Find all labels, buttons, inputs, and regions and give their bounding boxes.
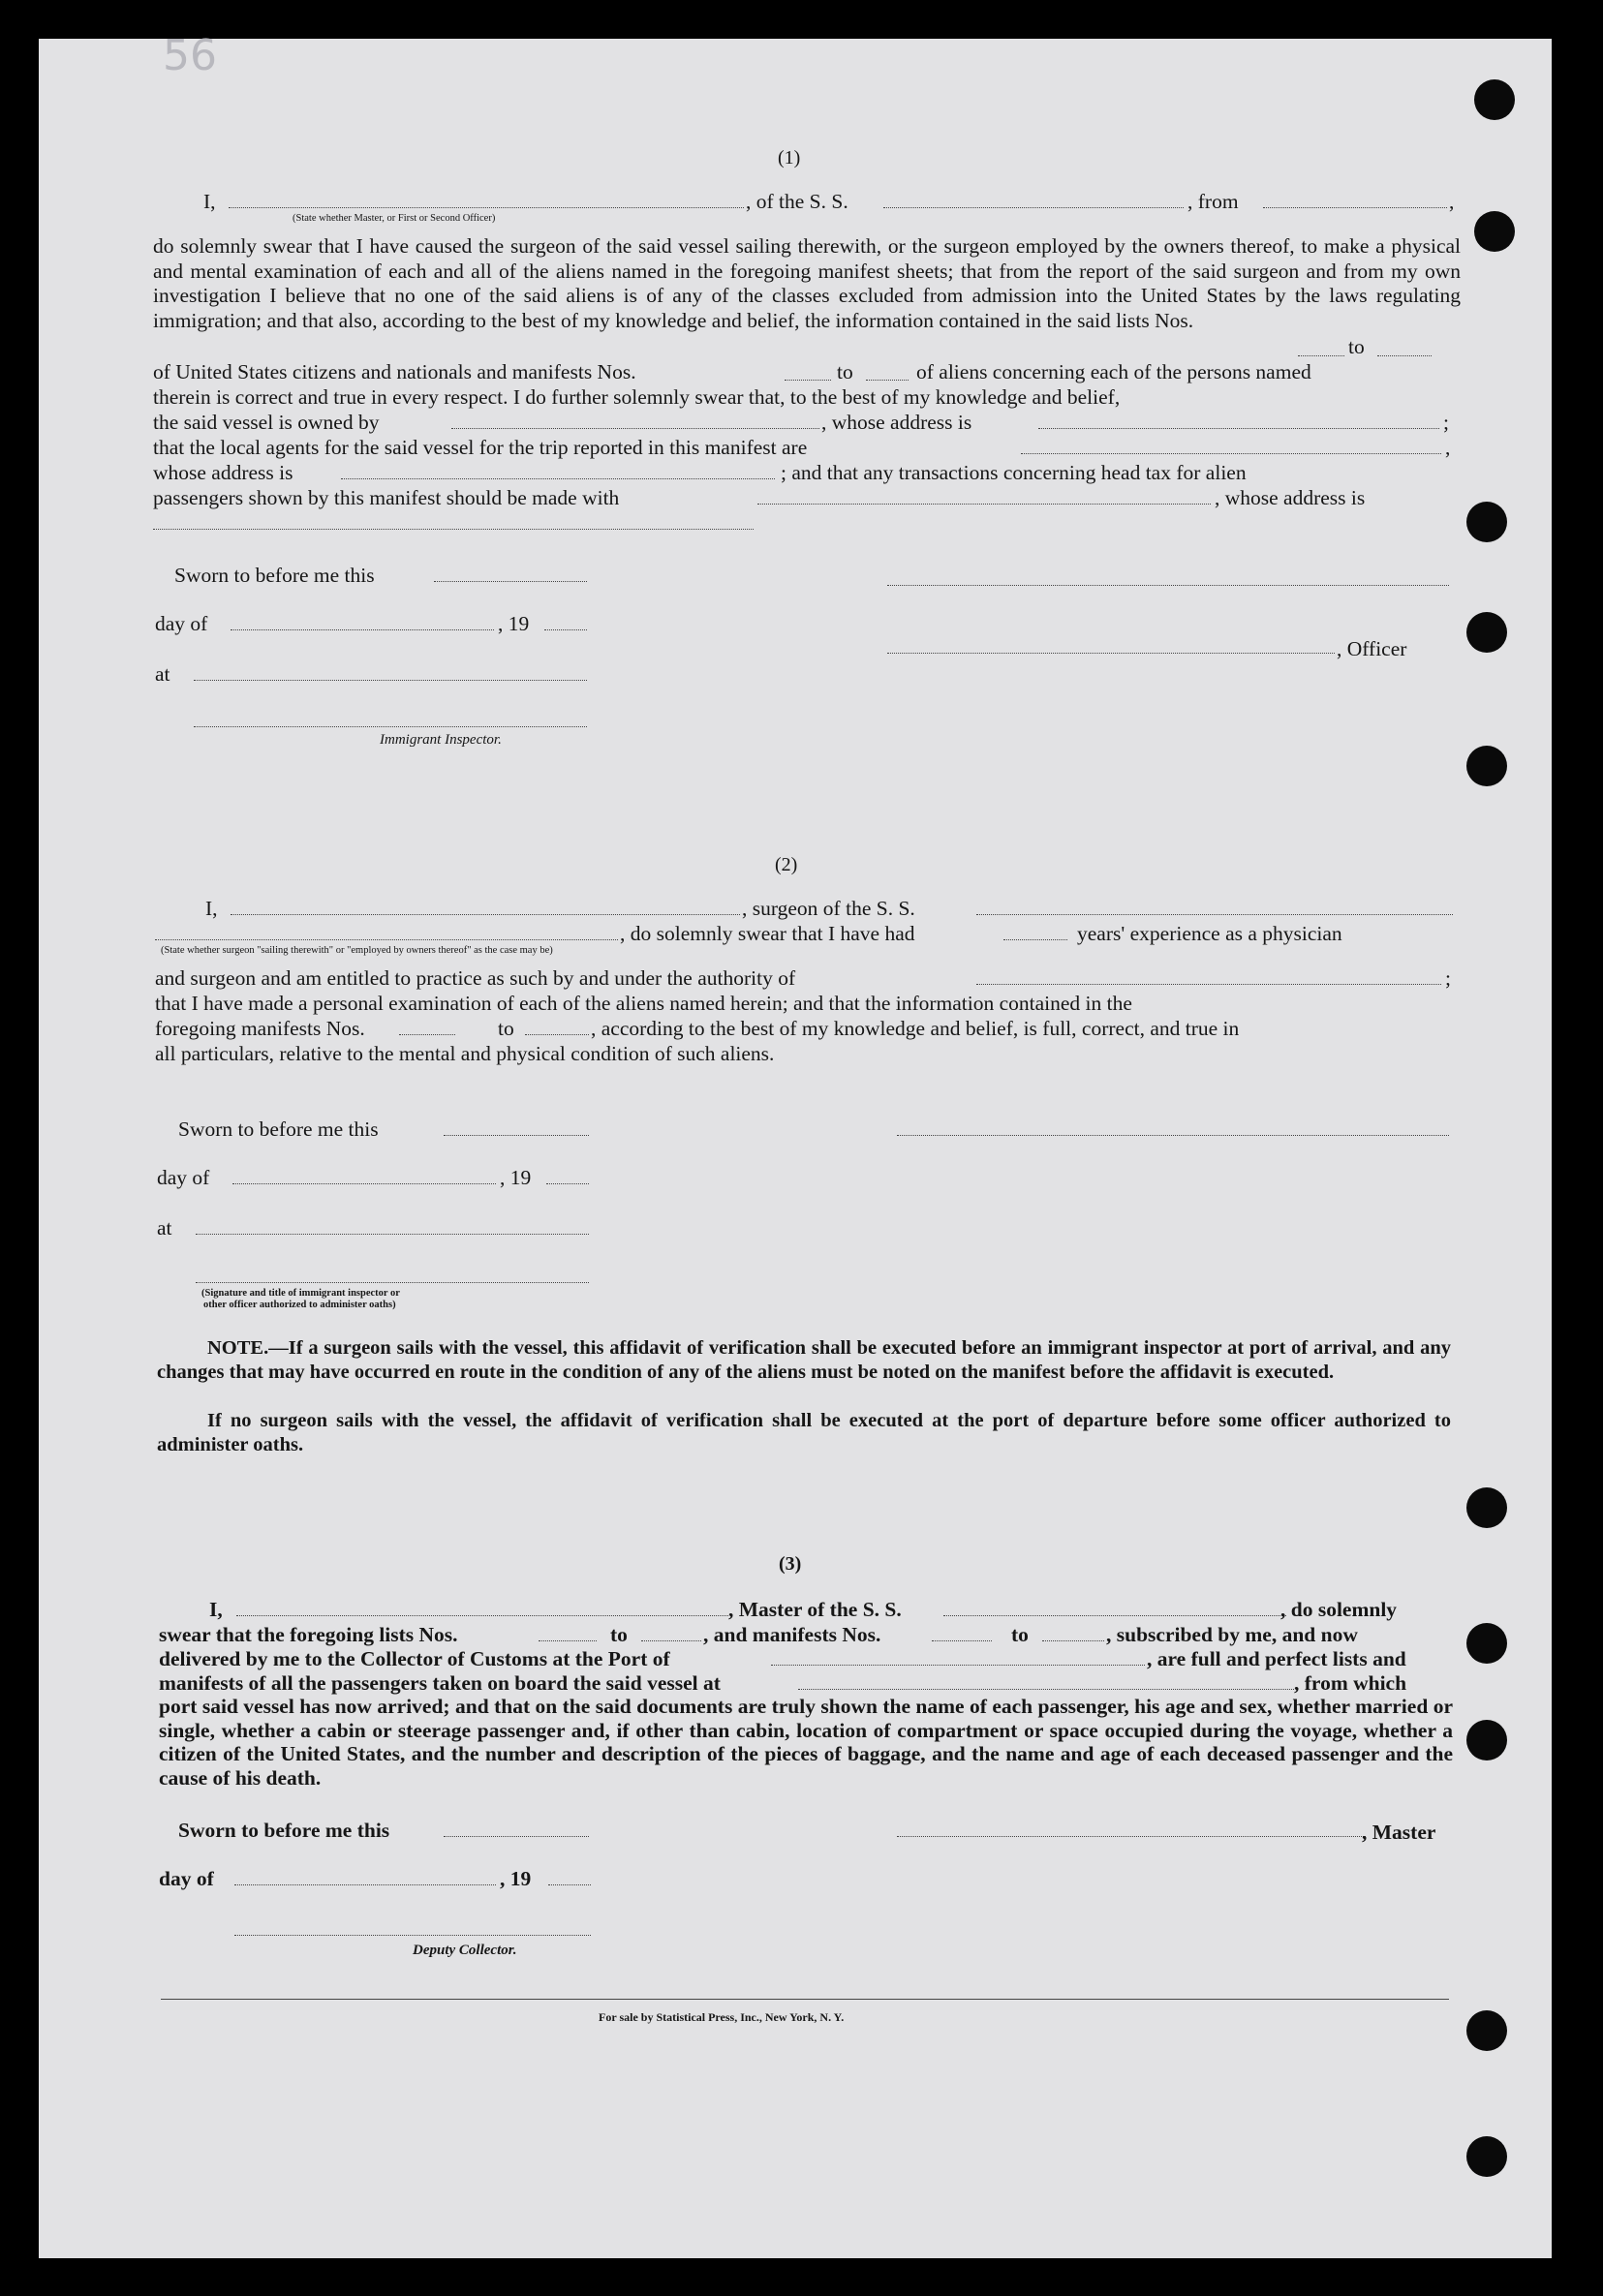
- s3-body: port said vessel has now arrived; and that on the said documents are truly shown the name of each passenger, his age and sex, whether married or single, whether a cabin or steerage passenger and, if other than cabin, location of compartment or space occupied during the voyage, whether a citizen of the United States, and the number and description of the pieces of baggage, and the name and age of each deceased passenger and the cause of his death.: [159, 1695, 1453, 1790]
- s2-officer-caption-1: (Signature and title of immigrant inspector or: [201, 1288, 400, 1299]
- s1-passengers: passengers shown by this manifest should be made with: [153, 486, 620, 509]
- s1-day-of: day of: [155, 612, 208, 635]
- s1-of-ss: , of the S. S.: [746, 190, 848, 213]
- punch-hole: [1466, 746, 1507, 786]
- s3-manifests: , and manifests Nos.: [703, 1623, 881, 1646]
- s3-master: , Master: [1362, 1821, 1436, 1844]
- s1-inspector-caption: Immigrant Inspector.: [380, 732, 502, 748]
- form-page: [39, 31, 1552, 2258]
- s2-particulars: all particulars, relative to the mental and physical condition of such aliens.: [155, 1042, 775, 1065]
- s2-note-1: [157, 1336, 1451, 1385]
- s3-day-of: day of: [159, 1867, 214, 1890]
- s1-body: do solemnly swear that I have caused the surgeon of the said vessel sailing therewith, or the surgeon employed by the owners thereof, to make a physical and mental examination of each and all of the aliens named in the foregoing manifest sheets; that from the report of the said surgeon and from my own investigation I believe that no one of the said aliens is of any of the classes excluded from admission into the United States by the laws regulating immigration; and that also, according to the best of my knowledge and belief, the information contained in the said lists Nos.: [153, 234, 1461, 333]
- punch-hole: [1466, 2136, 1507, 2177]
- s1-owned-by: the said vessel is owned by: [153, 411, 380, 434]
- footer-text: For sale by Statistical Press, Inc., New York, N. Y.: [599, 2010, 845, 2024]
- s2-officer-sig-field[interactable]: [196, 1282, 589, 1283]
- s1-signature-line[interactable]: [887, 585, 1449, 586]
- punch-hole: [1474, 79, 1515, 120]
- s1-end: ,: [1449, 190, 1455, 213]
- s1-of-us: of United States citizens and nationals and manifests Nos.: [153, 360, 636, 383]
- s3-from-which: , from which: [1294, 1671, 1407, 1695]
- s3-do-solemnly: , do solemnly: [1280, 1598, 1398, 1621]
- s3-master-name-field[interactable]: [236, 1615, 728, 1616]
- s2-i: I,: [205, 897, 218, 920]
- punch-hole: [1466, 1487, 1507, 1528]
- s2-year-field[interactable]: [546, 1183, 589, 1184]
- s2-according: , according to the best of my knowledge and belief, is full, correct, and true in: [591, 1017, 1240, 1040]
- punch-hole: [1466, 1720, 1507, 1760]
- s2-sworn-field[interactable]: [444, 1135, 589, 1136]
- s2-authority: and surgeon and am entitled to practice as such by and under the authority of: [155, 966, 796, 990]
- s2-at-field[interactable]: [196, 1234, 589, 1235]
- s2-years-field[interactable]: [1003, 939, 1067, 940]
- s1-owner-field[interactable]: [451, 428, 819, 429]
- punch-hole: [1466, 612, 1507, 653]
- s2-surgeon-name-field[interactable]: [231, 914, 740, 915]
- s1-of-aliens: of aliens concerning each of the persons named: [916, 360, 1311, 383]
- section-2-number: (2): [775, 854, 798, 875]
- punch-hole: [1466, 2010, 1507, 2051]
- s2-body: that I have made a personal examination of each of the aliens named herein; and that the information contained in the: [155, 992, 1132, 1015]
- punch-hole: [1474, 211, 1515, 252]
- section-1-number: (1): [778, 147, 801, 168]
- s3-port-field[interactable]: [771, 1665, 1145, 1666]
- s1-agents: that the local agents for the said vessel for the trip reported in this manifest are: [153, 436, 808, 459]
- s3-lists-to-field[interactable]: [641, 1640, 701, 1641]
- s3-sworn-field[interactable]: [444, 1836, 589, 1837]
- punch-hole: [1466, 1623, 1507, 1664]
- s1-comma: ,: [1445, 436, 1451, 459]
- s2-note-label: NOTE.: [207, 1337, 269, 1359]
- s2-at: at: [157, 1216, 172, 1240]
- s1-year-field[interactable]: [544, 629, 587, 630]
- s3-lists-from-field[interactable]: [539, 1640, 597, 1641]
- s1-from-field[interactable]: [1263, 207, 1447, 208]
- s3-to: to: [610, 1623, 628, 1646]
- s2-swear: , do solemnly swear that I have had: [620, 922, 915, 945]
- s2-officer-caption-2: other officer authorized to administer oaths): [203, 1300, 396, 1310]
- footer-rule: [161, 1999, 1449, 2000]
- s1-whose-address-end: , whose address is: [1215, 486, 1366, 509]
- s3-year: , 19: [500, 1867, 532, 1890]
- s1-officer: , Officer: [1337, 637, 1407, 660]
- s3-embark-port-field[interactable]: [798, 1689, 1294, 1690]
- s3-manifests-all: manifests of all the passengers taken on board the said vessel at: [159, 1671, 721, 1695]
- s1-owner-address-field[interactable]: [1038, 428, 1439, 429]
- s2-manifests-from-field[interactable]: [399, 1034, 455, 1035]
- s1-from: , from: [1187, 190, 1239, 213]
- s3-full: , are full and perfect lists and: [1147, 1647, 1406, 1670]
- s3-to-2: to: [1011, 1623, 1029, 1646]
- s1-ship-field[interactable]: [883, 207, 1184, 208]
- s1-i: I,: [203, 190, 216, 213]
- s1-manifests-from-field[interactable]: [785, 380, 831, 381]
- s3-ship-field[interactable]: [943, 1615, 1286, 1616]
- s1-lists-to-field[interactable]: [1377, 355, 1432, 356]
- s3-delivered: delivered by me to the Collector of Customs at the Port of: [159, 1647, 670, 1670]
- s1-lists-from-field[interactable]: [1298, 355, 1344, 356]
- s1-agents-field[interactable]: [1021, 453, 1441, 454]
- s1-at-field[interactable]: [194, 680, 587, 681]
- s2-year: , 19: [500, 1166, 532, 1189]
- s1-semicolon: ;: [1443, 411, 1449, 434]
- s3-day-field[interactable]: [234, 1884, 496, 1885]
- s2-foregoing: foregoing manifests Nos.: [155, 1017, 365, 1040]
- s1-head-tax-field[interactable]: [757, 504, 1211, 505]
- s1-head-tax-address-field[interactable]: [153, 529, 754, 530]
- s1-rank-caption: (State whether Master, or First or Second Officer): [293, 213, 496, 224]
- s1-sworn: Sworn to before me this: [174, 564, 375, 587]
- s1-inspector-sig-field[interactable]: [194, 726, 587, 727]
- s2-sworn: Sworn to before me this: [178, 1117, 379, 1141]
- s1-day-field[interactable]: [231, 629, 494, 630]
- s3-master-of-ss: , Master of the S. S.: [728, 1598, 902, 1621]
- s2-surgeon-of-ss: , surgeon of the S. S.: [742, 897, 915, 920]
- s2-status-field[interactable]: [155, 939, 618, 940]
- s1-to-2: to: [837, 360, 853, 383]
- s3-manifests-to-field[interactable]: [1042, 1640, 1104, 1641]
- s2-signature-line[interactable]: [897, 1135, 1449, 1136]
- s2-note-2: If no surgeon sails with the vessel, the affidavit of verification shall be executed at the port of departure before some officer authorized to administer oaths.: [157, 1410, 1451, 1455]
- s1-manifests-to-field[interactable]: [866, 380, 909, 381]
- s1-officer-field[interactable]: [887, 653, 1335, 654]
- s3-collector-caption: Deputy Collector.: [413, 1943, 517, 1958]
- s1-therein: therein is correct and true in every respect. I do further solemnly swear that, to the best of my knowledge and belief,: [153, 385, 1121, 409]
- s3-manifests-from-field[interactable]: [932, 1640, 992, 1641]
- s1-sworn-field[interactable]: [434, 581, 587, 582]
- s1-at: at: [155, 662, 170, 686]
- s2-authority-field[interactable]: [976, 984, 1441, 985]
- s1-agents-address-field[interactable]: [341, 478, 775, 479]
- s2-note-text: —If a surgeon sails with the vessel, this affidavit of verification shall be executed before an immigrant inspector at port of arrival, and any changes that may have occurred en route in the condition of any of the aliens must be noted on the manifest before the affidavit is executed.: [157, 1337, 1451, 1383]
- s1-rank-field[interactable]: [229, 207, 744, 208]
- s3-i: I,: [209, 1598, 223, 1621]
- s1-head-tax: ; and that any transactions concerning head tax for alien: [781, 461, 1247, 484]
- section-3-number: (3): [779, 1553, 802, 1575]
- punch-hole: [1466, 502, 1507, 542]
- s3-swear: swear that the foregoing lists Nos.: [159, 1623, 458, 1646]
- s2-manifests-to-field[interactable]: [525, 1034, 589, 1035]
- s1-to: to: [1348, 335, 1365, 358]
- s3-signature-field[interactable]: [897, 1836, 1366, 1837]
- s3-sworn: Sworn to before me this: [178, 1819, 390, 1842]
- s1-year: , 19: [498, 612, 530, 635]
- s2-status-caption: (State whether surgeon "sailing therewith" or "employed by owners thereof" as the case may be): [161, 945, 553, 956]
- s2-to: to: [498, 1017, 514, 1040]
- s2-ship-field[interactable]: [976, 914, 1453, 915]
- s3-subscribed: , subscribed by me, and now: [1106, 1623, 1358, 1646]
- s2-years: years' experience as a physician: [1077, 922, 1342, 945]
- s2-day-of: day of: [157, 1166, 210, 1189]
- s2-semicolon: ;: [1445, 966, 1451, 990]
- s1-whose-address-2: whose address is: [153, 461, 293, 484]
- s2-day-field[interactable]: [232, 1183, 496, 1184]
- corner-mark: 56: [163, 31, 217, 80]
- s3-year-field[interactable]: [548, 1884, 591, 1885]
- s3-collector-sig-field[interactable]: [234, 1935, 591, 1936]
- s1-whose-address: , whose address is: [821, 411, 972, 434]
